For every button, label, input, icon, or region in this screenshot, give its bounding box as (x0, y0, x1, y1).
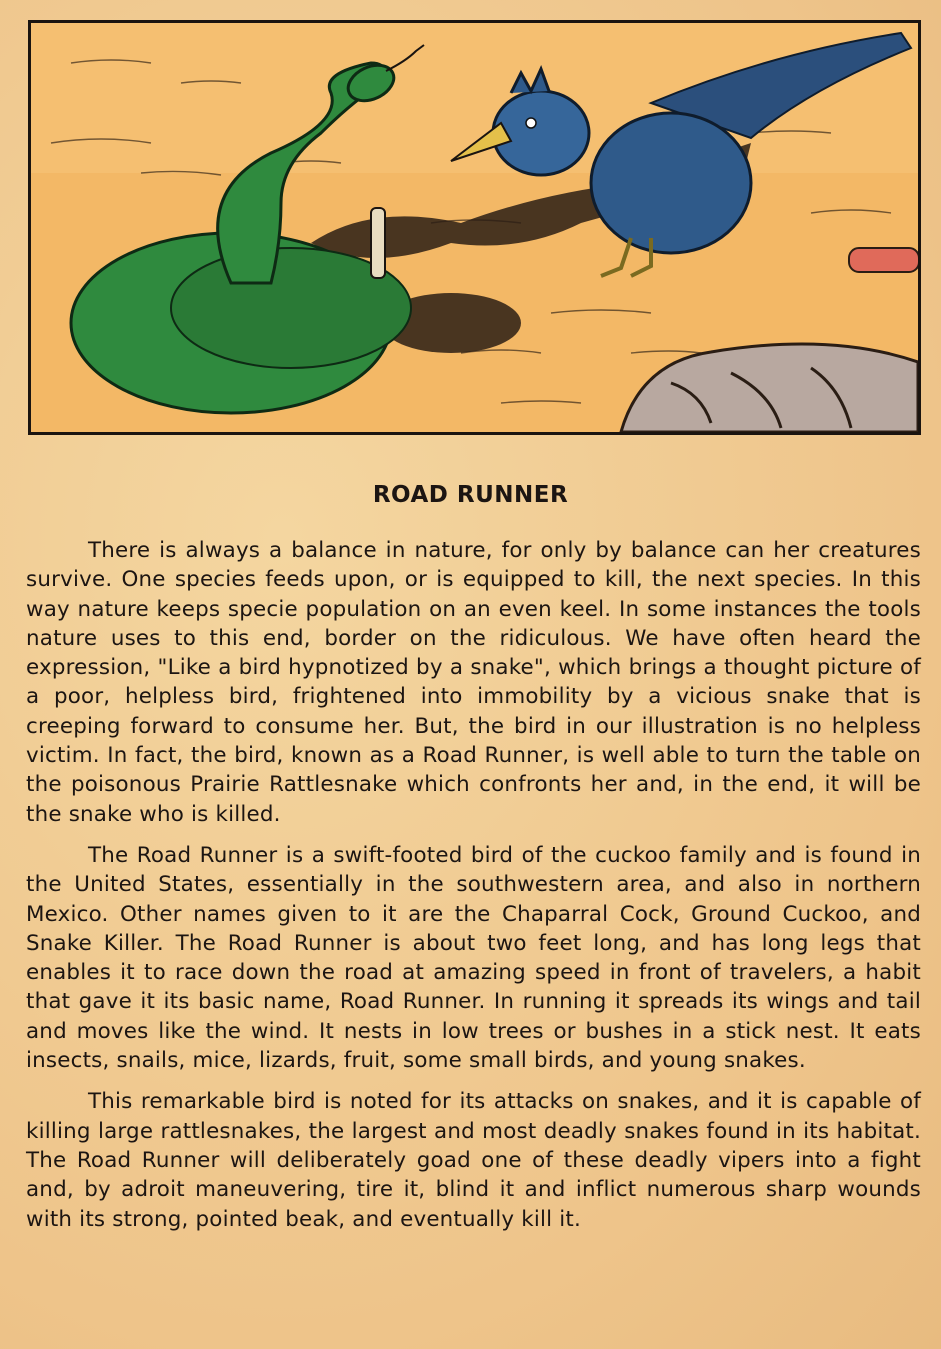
article-title: ROAD RUNNER (372, 482, 569, 508)
illustration-panel (28, 20, 921, 435)
article-paragraph: The Road Runner is a swift-footed bird of the cuckoo family and is found in the United States, essentially in the southwestern area, and also in northern Mexico. Other names given to it are the Chaparral Cock, Ground Cuckoo, and Snake Killer. The Road Runner is about two feet long, and has long legs that enables it to race down the road at amazing speed in front of travelers, a habit that gave it its basic name, Road Runner. In running it spreads its wings and tail and moves like the wind. It nests in low trees or bushes in a stick nest. It eats insects, snails, mice, lizards, fruit, some small birds, and young snakes. (26, 842, 921, 1074)
article-paragraph: This remarkable bird is noted for its attacks on snakes, and it is capable of killing large rattlesnakes, the largest and most deadly snakes found in its habitat. The Road Runner will deliberately goad one of these deadly vipers into a fight and, by adroit maneuvering, tire it, blind it and inflict numerous sharp wounds with its strong, pointed beak, and eventually kill it. (26, 1089, 921, 1232)
article-paragraph: There is always a balance in nature, for only by balance can her creatures survive. One species feeds upon, or is equipped to kill, the next species. In this way nature keeps specie population on an even keel. In some instances the tools nature uses to this end, border on the ridiculous. We have often heard the expression, "Like a bird hypnotized by a snake", which brings a thought picture of a poor, helpless bird, frightened into immobility by a vicious snake that is creeping forward to consume her. But, the bird in our illustration is no helpless victim. In fact, the bird, known as a Road Runner, is well able to turn the table on the poisonous Prairie Rattlesnake which confronts her and, in the end, it will be the snake who is killed. (26, 538, 921, 827)
article-body (26, 536, 921, 1246)
snake-and-roadrunner-illustration (31, 23, 918, 432)
